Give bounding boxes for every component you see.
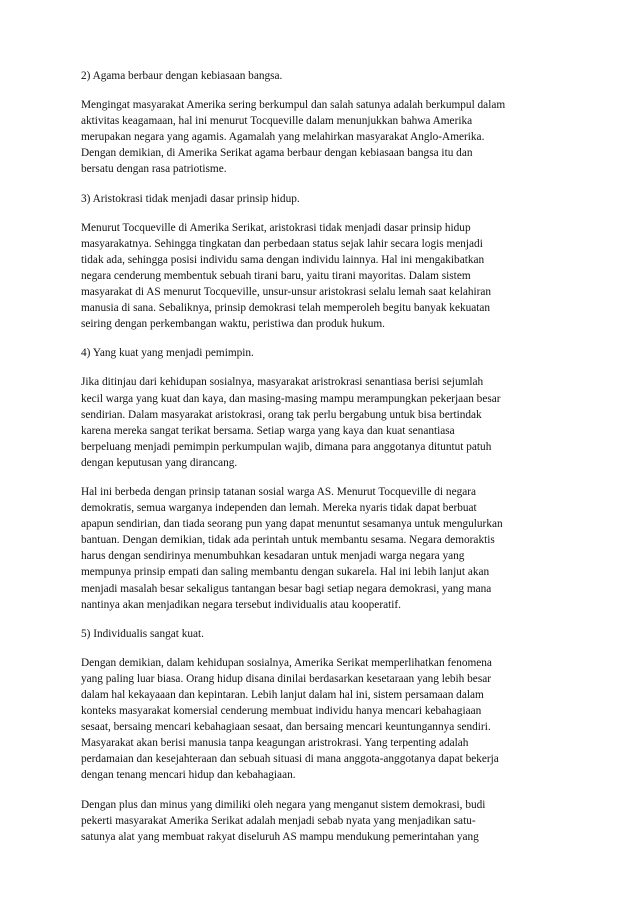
text-line: mempunya prinsip empati dan saling membantu dengan sukarela. Hal ini lebih lanjut akan xyxy=(81,566,490,579)
text-line: bersatu dengan rasa patriotisme. xyxy=(81,163,227,176)
text-line: dalam hal kekayaaan dan kepintaran. Lebih lanjut dalam hal ini, sistem persamaan dalam xyxy=(81,689,484,701)
text-line: perdamaian dan kesejahteraan dan sebuah situasi di mana anggota-anggotanya dapat bekerja xyxy=(81,753,499,766)
text-line: Dengan demikian, dalam kehidupan sosialnya, Amerika Serikat memperlihatkan fenomena xyxy=(81,656,492,669)
text-line: merupakan negara yang agamis. Agamalah yang melahirkan masyarakat Anglo-Amerika. xyxy=(81,131,485,144)
text-line: demokratis, semua warganya independen dan lemah. Mereka nyaris tidak dapat berbuat xyxy=(81,502,477,515)
paragraph-agama xyxy=(81,97,563,177)
text-line: Hal ini berbeda dengan prinsip tatanan sosial warga AS. Menurut Tocqueville di negara xyxy=(81,485,477,498)
text-line: berpeluang menjadi pemimpin perkumpulan wajib, dimana para anggotanya dituntut patuh xyxy=(81,440,492,453)
text-line: Menurut Tocqueville di Amerika Serikat, aristokrasi tidak menjadi dasar prinsip hidup xyxy=(81,221,471,234)
text-line: menjadi masalah besar sekaligus tantangan besar bagi setiap negara demokrasi, yang mana xyxy=(81,582,492,595)
paragraph-tatanan xyxy=(81,484,563,613)
text-line: 4) Yang kuat yang menjadi pemimpin. xyxy=(81,347,254,360)
text-line: Jika ditinjau dari kehidupan sosialnya, masyarakat aristrokrasi senantiasa berisi sejumlah xyxy=(81,376,484,389)
text-line: apapun sendirian, dan tiada seorang pun yang dapat menuntut sesamanya untuk mengulurkan xyxy=(81,518,503,531)
text-line: kecil warga yang kuat dan kaya, dan masing-masing mampu merampungkan pekerjaan besar xyxy=(81,392,501,405)
text-line: bantuan. Dengan demikian, tidak ada perintah untuk membantu sesama. Negara demoraktis xyxy=(81,534,495,547)
section-heading-5 xyxy=(81,626,563,642)
text-line: aktivitas keagamaan, hal ini menurut Tocqueville dalam menunjukkan bahwa Amerika xyxy=(81,115,473,128)
document-page xyxy=(81,68,563,858)
text-line: Masyarakat akan berisi manusia tanpa keagungan aristrokrasi. Yang terpenting adalah xyxy=(81,737,469,750)
text-line: Mengingat masyarakat Amerika sering berkumpul dan salah satunya adalah berkumpul dalam xyxy=(81,99,506,112)
text-line: sendirian. Dalam masyarakat aristokrasi, orang tak perlu bergabung untuk bisa bertindak xyxy=(81,408,482,421)
text-line: masyarakatnya. Sehingga tingkatan dan perbedaan status sejak lahir secara logis menjadi xyxy=(81,237,483,250)
text-line: negara cenderung membentuk sebuah tirani baru, yaitu tirani mayoritas. Dalam sistem xyxy=(81,269,471,282)
paragraph-aristokrasi xyxy=(81,220,563,333)
text-line: 2) Agama berbaur dengan kebiasaan bangsa. xyxy=(81,70,283,82)
text-line: konteks masyarakat komersial cenderung membuat individu hanya mencari kebahagiaan xyxy=(81,705,482,718)
text-line: nantinya akan menjadikan negara tersebut individualis atau kooperatif. xyxy=(81,598,401,611)
text-line: harus dengan sendirinya menumbuhkan kesadaran untuk menjadi warga negara yang xyxy=(81,550,465,563)
text-line: seiring dengan perkembangan waktu, peristiwa dan produk hukum. xyxy=(81,318,385,331)
text-line: tidak ada, sehingga posisi individu sama dengan individu lainnya. Hal ini mengakibatkan xyxy=(81,253,485,266)
text-line: manusia di sana. Sebaliknya, prinsip demokrasi telah memperoleh begitu banyak kekuatan xyxy=(81,302,491,315)
text-line: yang paling luar biasa. Orang hidup disana dinilai berdasarkan kesetaraan yang lebih besar xyxy=(81,672,491,685)
section-heading-2 xyxy=(81,68,563,84)
section-heading-3 xyxy=(81,191,563,207)
text-line: dengan keputusan yang dirancang. xyxy=(81,456,238,469)
text-line: 5) Individualis sangat kuat. xyxy=(81,627,204,640)
text-line: Dengan demikian, di Amerika Serikat agama berbaur dengan kebiasaan bangsa itu dan xyxy=(81,147,473,160)
text-line: sesaat, bersaing mencari kebahagiaan sesaat, dan bersaing mencari keuntungannya sendiri. xyxy=(81,721,491,734)
text-line: 3) Aristokrasi tidak menjadi dasar prinsip hidup. xyxy=(81,192,300,205)
section-heading-4 xyxy=(81,345,563,361)
text-line: Dengan plus dan minus yang dimiliki oleh negara yang menganut sistem demokrasi, budi xyxy=(81,798,486,811)
paragraph-sosial xyxy=(81,374,563,471)
paragraph-individualis xyxy=(81,655,563,784)
text-line: pekerti masyarakat Amerika Serikat adalah menjadi sebab nyata yang menjadikan satu- xyxy=(81,814,476,827)
paragraph-plus-minus xyxy=(81,797,563,845)
text-line: dengan tenang mencari hidup dan kebahagiaan. xyxy=(81,769,296,782)
text-line: satunya alat yang membuat rakyat diseluruh AS mampu mendukung pemerintahan yang xyxy=(81,830,479,843)
text-line: karena mereka sangat terikat bersama. Setiap warga yang kaya dan kuat senantiasa xyxy=(81,424,455,437)
text-line: masyarakat di AS menurut Tocqueville, unsur-unsur aristokrasi selalu lemah saat kelahiran xyxy=(81,286,492,299)
